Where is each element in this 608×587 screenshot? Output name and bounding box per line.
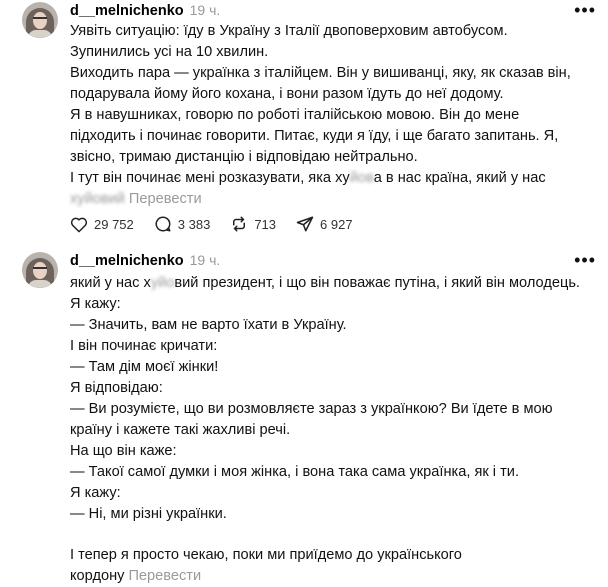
more-options-icon[interactable]: •••: [574, 0, 596, 20]
post-text: [70, 21, 596, 210]
post-text: [70, 273, 596, 587]
text-line: [70, 566, 596, 587]
timestamp: 19 ч.: [189, 252, 221, 268]
post-header: [70, 251, 220, 269]
send-icon: [296, 215, 314, 233]
text-line: Я в навушниках, говорю по роботі італійською мовою. Він до мене: [70, 107, 520, 123]
comment-icon: [154, 215, 172, 233]
text-segment: кордону: [70, 568, 125, 584]
text-line: — Ні, ми різні українки.: [70, 506, 227, 522]
avatar[interactable]: [22, 2, 58, 38]
repost-icon: [230, 215, 248, 233]
text-line: підходить і починає говорити. Питає, куди я їду, і ще багато запитань. Я,: [70, 128, 559, 144]
timestamp: 19 ч.: [189, 2, 221, 18]
text-line: Я відповідаю:: [70, 380, 163, 396]
post-header: [70, 1, 220, 19]
comment-button[interactable]: [154, 215, 211, 233]
action-bar: [70, 213, 373, 235]
username[interactable]: d__melnichenko: [70, 3, 184, 19]
text-segment: а в нас країна, який у нас: [373, 170, 546, 186]
text-line: [70, 168, 596, 189]
text-line: звісно, тримаю дистанцію і відповідаю нейтрально.: [70, 149, 418, 165]
comment-count: 3 383: [177, 216, 211, 232]
text-line: І він починає кричати:: [70, 338, 218, 354]
avatar[interactable]: [22, 252, 58, 288]
translate-link[interactable]: Перевести: [128, 568, 202, 584]
text-line: Я кажу:: [70, 485, 121, 501]
text-line: — Ви розумієте, що ви розмовляєте зараз з українкою? Ви їдете в мою: [70, 401, 553, 417]
text-line: — Там дім моєї жінки!: [70, 359, 219, 375]
translate-link[interactable]: Перевести: [128, 191, 202, 207]
blurred-word: йов: [349, 170, 374, 186]
text-line: [70, 189, 596, 210]
share-count: 6 927: [320, 216, 353, 232]
text-line: — Такої самої думки і моя жінка, і вона така сама українка, як і ти.: [70, 464, 519, 480]
username[interactable]: d__melnichenko: [70, 253, 184, 269]
like-count: 29 752: [94, 216, 134, 232]
more-options-icon[interactable]: •••: [574, 250, 596, 270]
blurred-word: хуйовий: [70, 191, 125, 207]
repost-button[interactable]: [230, 215, 276, 233]
text-line: І тепер я просто чекаю, поки ми приїдемо до українського: [70, 547, 462, 563]
heart-icon: [70, 216, 88, 233]
text-line: подарувала йому його кохана, і вони разом їдуть до неї додому.: [70, 86, 504, 102]
text-line: [70, 273, 596, 294]
text-line: Виходить пара — українка з італійцем. Він у вишиванці, яку, як сказав він,: [70, 65, 571, 81]
like-button[interactable]: [70, 216, 134, 233]
blurred-word: уйо: [150, 275, 175, 291]
text-line: Зупинились усі на 10 хвилин.: [70, 44, 269, 60]
text-segment: який у нас х: [70, 275, 151, 291]
text-segment: І тут він починає мені розказувати, яка ху: [70, 170, 350, 186]
repost-count: 713: [254, 216, 277, 232]
text-line: Уявіть ситуацію: їду в Україну з Італії двоповерховим автобусом.: [70, 23, 508, 39]
text-segment: вий президент, і що він поважає путіна, і який він молодець.: [174, 275, 580, 291]
text-line: — Значить, вам не варто їхати в Україну.: [70, 317, 347, 333]
text-line: На що він каже:: [70, 443, 177, 459]
text-line: Я кажу:: [70, 296, 121, 312]
text-line: країну і кажете такі жахливі речі.: [70, 422, 291, 438]
share-button[interactable]: [296, 215, 353, 233]
